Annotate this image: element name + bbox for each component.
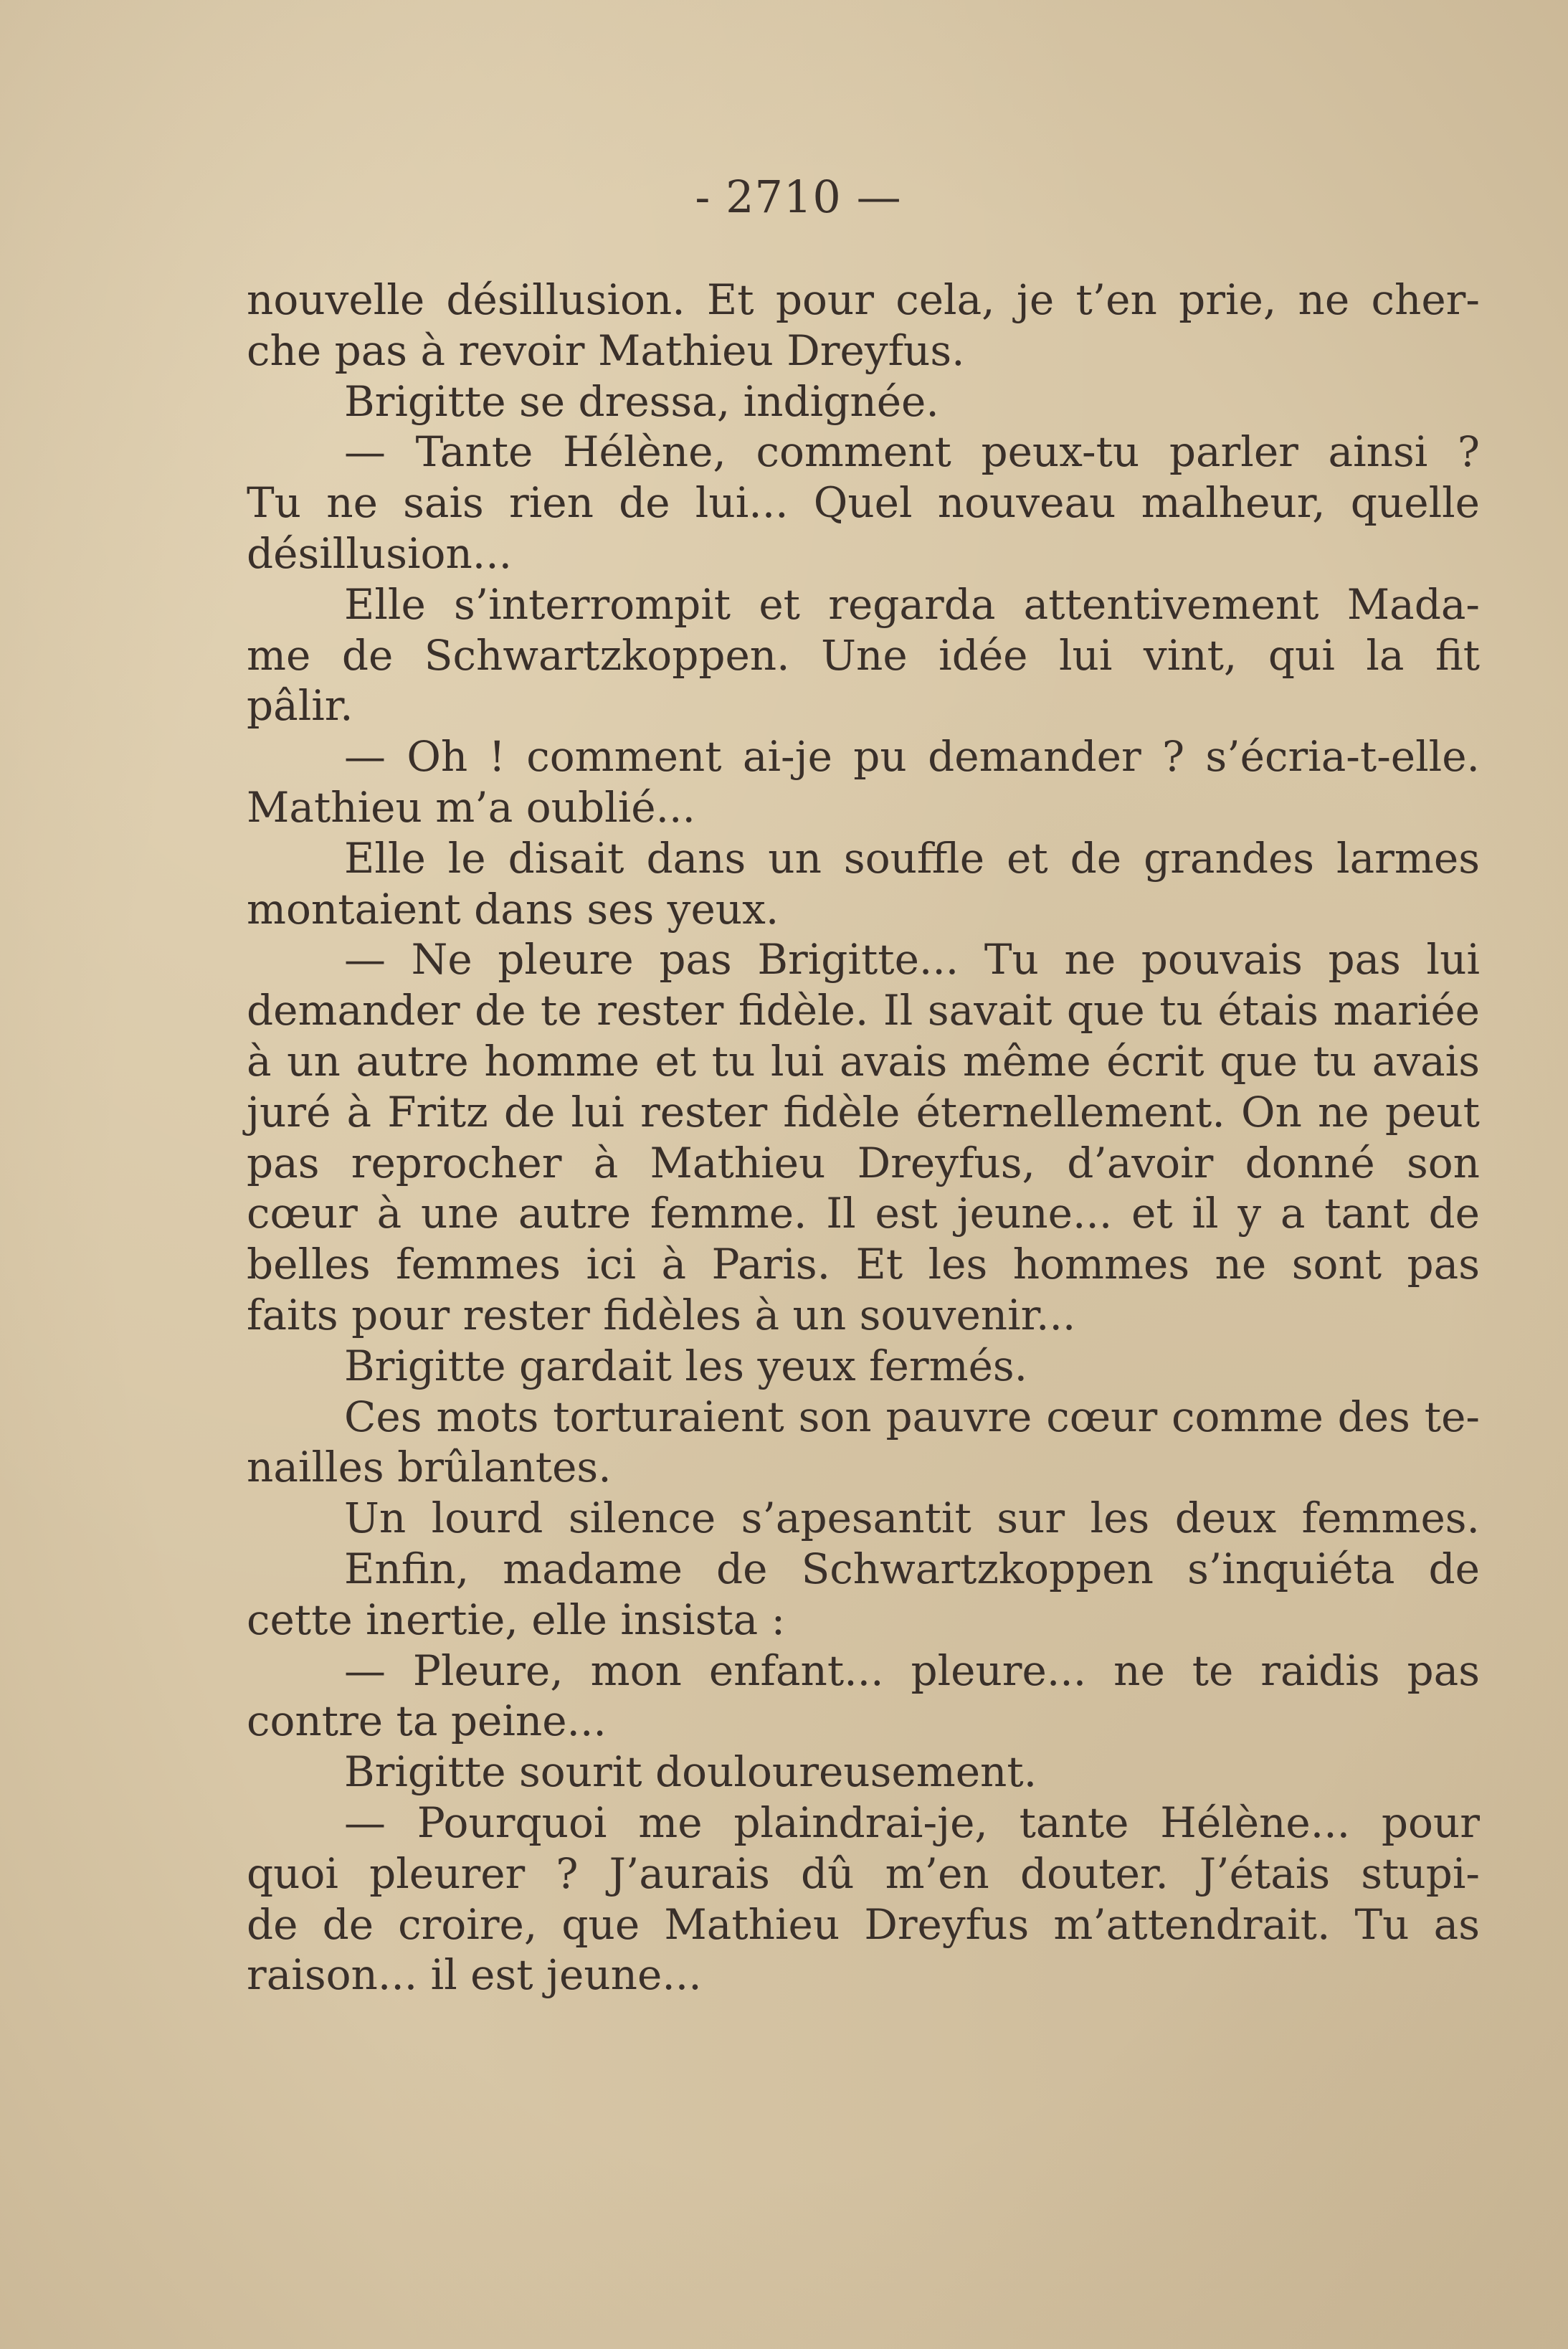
text-line: Brigitte sourit douloureusement. [344,1747,1037,1797]
text-line: à un autre homme et tu lui avais même écrit que tu avais [247,1036,1480,1086]
text-line: Enfin, madame de Schwartzkoppen s’inquiéta de [344,1544,1480,1593]
text-line: Tu ne sais rien de lui... Quel nouveau malheur, quelle [247,478,1480,528]
text-line: faits pour rester fidèles à un souvenir... [247,1290,1076,1339]
text-line: nouvelle désillusion. Et pour cela, je t’en prie, ne cher- [247,275,1480,324]
text-line: Brigitte se dressa, indignée. [344,376,939,426]
text-line: quoi pleurer ? J’aurais dû m’en douter. J’étais stupi- [247,1849,1480,1898]
text-line: Ces mots torturaient son pauvre cœur comme des te- [344,1392,1480,1441]
text-line: — Tante Hélène, comment peux-tu parler ainsi ? [344,427,1480,477]
text-line: juré à Fritz de lui rester fidèle éternellement. On ne peut [247,1087,1480,1136]
text-line: contre ta peine... [247,1696,607,1746]
text-line: belles femmes ici à Paris. Et les hommes ne sont pas [247,1240,1480,1289]
text-line: désillusion... [247,528,513,578]
text-line: — Pourquoi me plaindrai-je, tante Hélène... pour [344,1798,1480,1847]
text-line: Mathieu m’a oublié... [247,782,695,832]
text-line: de de croire, que Mathieu Dreyfus m’attendrait. Tu as [247,1899,1480,1949]
text-line: che pas à revoir Mathieu Dreyfus. [247,326,965,375]
text-line: pâlir. [247,681,353,731]
text-line: Elle le disait dans un souffle et de grandes larmes [344,833,1480,883]
text-line: nailles brûlantes. [247,1443,612,1492]
text-line: cœur à une autre femme. Il est jeune... et il y a tant de [247,1189,1480,1238]
text-line: montaient dans ses yeux. [247,884,779,934]
text-line: demander de te rester fidèle. Il savait que tu étais mariée [247,986,1480,1035]
text-line: Brigitte gardait les yeux fermés. [344,1341,1028,1390]
text-line: Un lourd silence s’apesantit sur les deux femmes. [344,1494,1480,1543]
text-line: raison... il est jeune... [247,1950,702,2000]
text-line: Elle s’interrompit et regarda attentivement Mada- [344,579,1480,629]
text-line: — Oh ! comment ai-je pu demander ? s’écria-t-elle. [344,732,1480,782]
text-line: — Ne pleure pas Brigitte... Tu ne pouvais pas lui [344,935,1480,984]
text-line: pas reprocher à Mathieu Dreyfus, d’avoir donné son [247,1138,1480,1187]
page-number: - 2710 — [695,171,902,223]
text-line: — Pleure, mon enfant... pleure... ne te raidis pas [344,1646,1480,1695]
text-line: cette inertie, elle insista : [247,1595,786,1644]
text-line: me de Schwartzkoppen. Une idée lui vint, qui la fit [247,630,1480,680]
body-text [247,275,1480,2001]
